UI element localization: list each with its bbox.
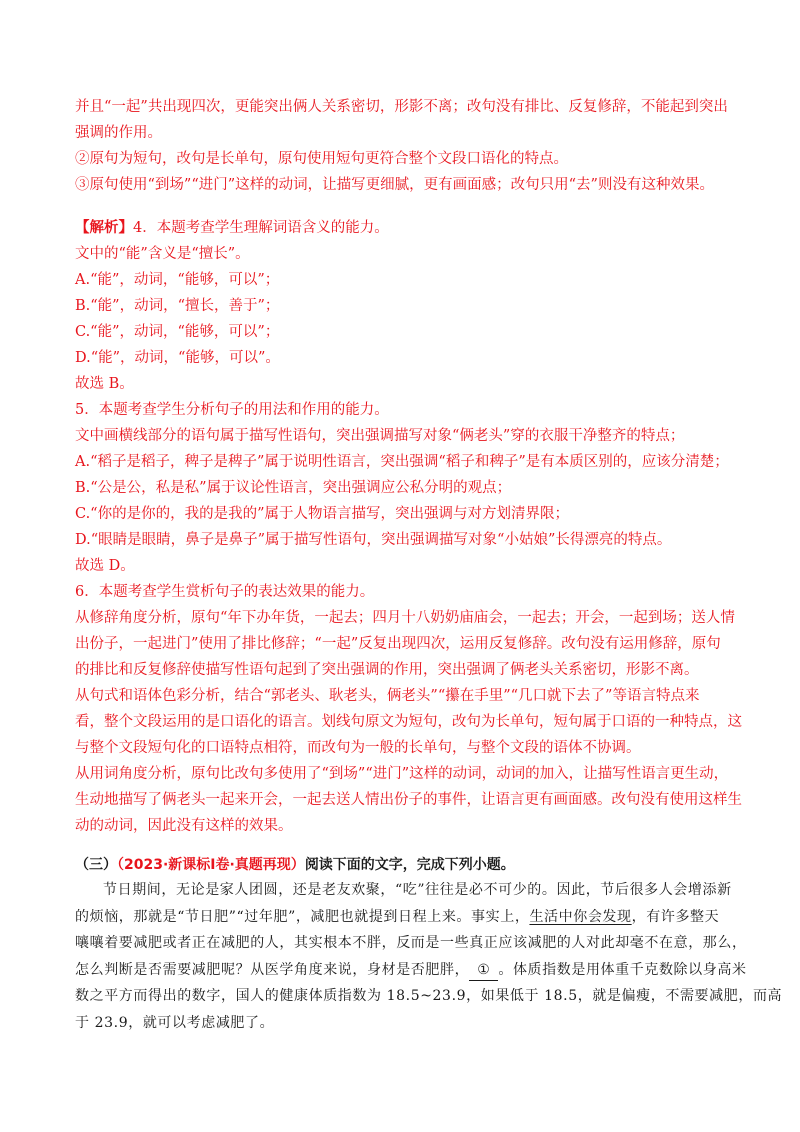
analysis-line: 看，整个文段运用的是口语化的语言。划线句原文为短句，改句为长单句，短句属于口语的一种特点，这: [75, 714, 742, 730]
analysis-line: B.“能”，动词，“擅长，善于”；: [75, 298, 280, 314]
analysis-line: 文中画横线部分的语句属于描写性语句，突出强调描写对象“俩老头”穿的衣服干净整齐的特点；: [75, 428, 685, 444]
analysis-line: 5．本题考查学生分析句子的用法和作用的能力。: [75, 402, 389, 418]
analysis-line: 的排比和反复修辞使描写性语句起到了突出强调的作用，突出强调了俩老头关系密切，形影不离。: [75, 662, 699, 678]
answer-line: 并且“一起”共出现四次，更能突出俩人关系密切，形影不离；改句没有排比、反复修辞，不能起到突出: [75, 99, 728, 115]
analysis-line: C.“能”，动词，“能够，可以”；: [75, 324, 280, 340]
analysis-line: D.“眼睛是眼睛，鼻子是鼻子”属于描写性语句，突出强调描写对象“小姑娘”长得漂亮的特点。: [75, 532, 672, 548]
analysis-line: 6．本题考查学生赏析句子的表达效果的能力。: [75, 584, 375, 600]
answer-line: ③原句使用“到场”“进门”这样的动词，让描写更细腻，更有画面感；改句只用“去”则没有这种效果。: [75, 177, 714, 193]
analysis-line: 故选 D。: [75, 558, 135, 574]
analysis-line: 与整个文段短句化的口语特点相符，而改句为一般的长单句，与整个文段的语体不协调。: [75, 740, 641, 756]
analysis-heading: [75, 215, 735, 241]
passage-line: 节日期间，无论是家人团圆，还是老友欢聚，“吃”往往是必不可少的。因此，节后很多人会增添新: [103, 882, 732, 898]
section-source: （2023·新课标Ⅰ卷·真题再现）: [117, 857, 305, 873]
analysis-section: [75, 215, 742, 839]
answer-blank-1[interactable]: ①: [469, 960, 498, 981]
answer-line: 强调的作用。: [75, 125, 162, 141]
passage-line: 于 23.9，就可以考虑减肥了。: [75, 1014, 275, 1031]
reading-passage: [75, 877, 783, 1036]
answer-line: ②原句为短句，改句是长单句，原句使用短句更符合整个文段口语化的特点。: [75, 151, 568, 167]
analysis-line: 文中的“能”含义是“擅长”。: [75, 246, 250, 262]
analysis-line: 从句式和语体色彩分析，结合“郭老头、耿老头，俩老头”“攥在手里”“几口就下去了”等语言特点来: [75, 688, 700, 704]
analysis-line: B.“公是公，私是私”属于议论性语言，突出强调应公私分明的观点；: [75, 480, 512, 496]
analysis-line: D.“能”，动词，“能够，可以”。: [75, 350, 280, 366]
underlined-phrase: 生活中你会发现: [529, 908, 632, 925]
analysis-line: A.“稻子是稻子，稗子是稗子”属于说明性语言，突出强调“稻子和稗子”是有本质区别的，应该分清楚；: [75, 454, 729, 470]
answer-continuation: [75, 94, 735, 198]
analysis-line: 从用词角度分析，原句比改句多使用了“到场”“进门”这样的动词，动词的加入，让描写性语言更生动，: [75, 766, 729, 782]
analysis-line: 动的动词，因此没有这样的效果。: [75, 818, 293, 834]
passage-line: 嚷嚷着要减肥或者正在减肥的人，其实根本不胖，反而是一些真正应该减肥的人对此却毫不在意，那么，: [75, 935, 747, 951]
section-number: （三）: [75, 857, 117, 873]
analysis-line: 故选 B。: [75, 376, 134, 392]
analysis-tag: 【解析】: [75, 219, 133, 236]
passage-line: 的烦恼，那就是“节日肥”“过年肥”，减肥也就提到日程上来。事实上，生活中你会发现，有许多整天: [75, 908, 720, 925]
q4-heading: 4．本题考查学生理解词语含义的能力。: [133, 220, 389, 236]
passage-line: 数之平方而得出的数字，国人的健康体质指数为 18.5~23.9，如果低于 18.5，就是偏瘦，不需要减肥，而高: [75, 988, 783, 1004]
analysis-line: 生动地描写了俩老头一起来开会，一起去送人情出份子的事件，让语言更有画面感。改句没有使用这样生: [75, 792, 742, 808]
section-instruction: 阅读下面的文字，完成下列小题。: [304, 857, 515, 873]
analysis-line: A.“能”，动词，“能够，可以”；: [75, 272, 280, 288]
section-three-heading: [75, 852, 735, 878]
analysis-line: C.“你的是你的，我的是我的”属于人物语言描写，突出强调与对方划清界限；: [75, 506, 570, 522]
passage-line: 怎么判断是否需要减肥呢？从医学角度来说，身材是否肥胖， ① 。体质指数是用体重千克数除以身高米: [75, 957, 735, 984]
analysis-line: 出份子，一起进门”使用了排比修辞；“一起”反复出现四次，运用反复修辞。改句没有运用修辞，原句: [75, 636, 721, 652]
analysis-line: 从修辞角度分析，原句“年下办年货，一起去；四月十八奶奶庙庙会，一起去；开会，一起到场；送人情: [75, 610, 735, 626]
